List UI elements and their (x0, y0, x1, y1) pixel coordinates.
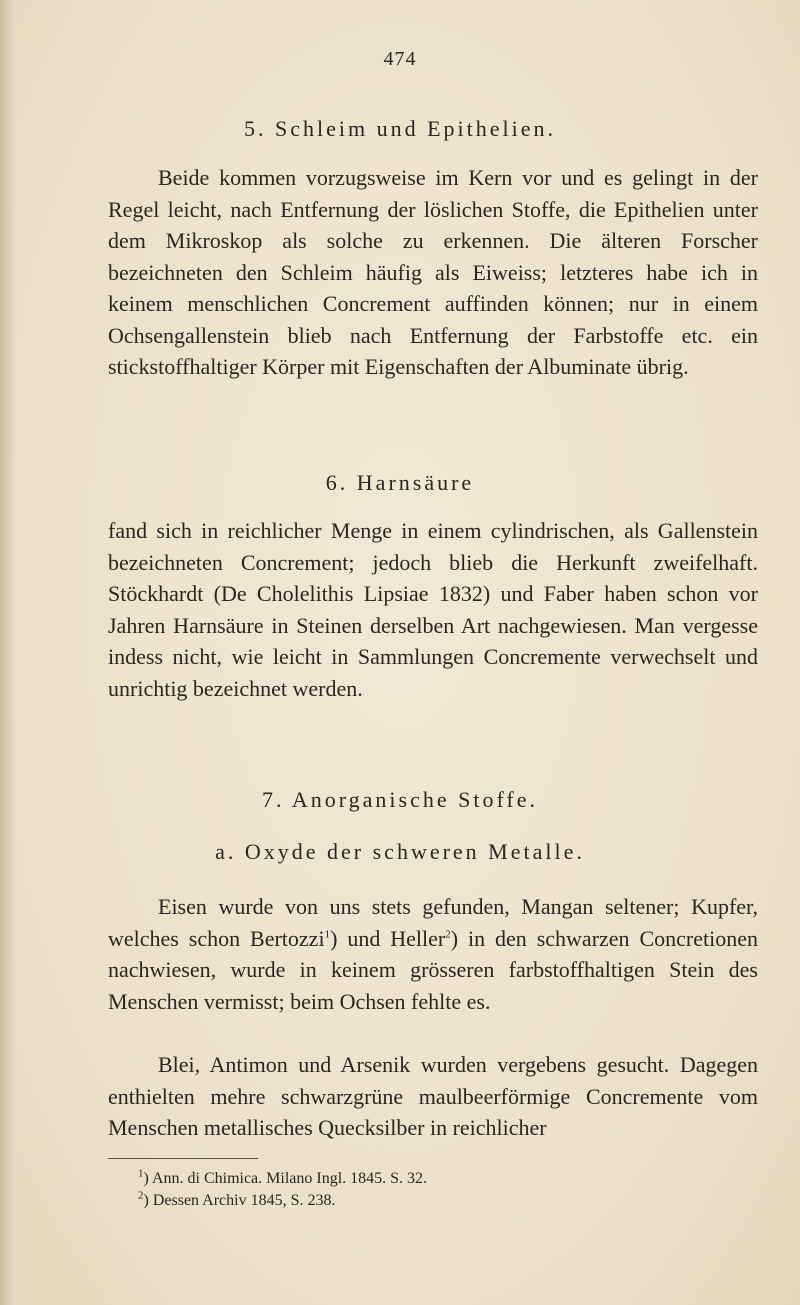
section-7-heading: 7. Anorganische Stoffe. (262, 787, 538, 812)
footnote-text: ) Ann. di Chimica. Milano Ingl. 1845. S. 32. (143, 1170, 428, 1187)
footnote-mark: 2 (138, 1189, 144, 1202)
section-6-heading: 6. Harnsäure (325, 470, 475, 495)
section-7a-paragraph-2: Blei, Antimon und Arsenik wurden vergebens gesucht. Dagegen enthielten mehre schwarzgrüne maulbeerförmige Concremente vom Menschen metallisches Quecksilber in reichlicher (108, 1052, 758, 1140)
footnote-ref-1: 1 (324, 928, 331, 941)
section-5-paragraph: Beide kommen vorzugsweise im Kern vor und es gelingt in der Regel leicht, nach Entfernung der löslichen Stoffe, die Epithelien unter dem Mikroskop als solche zu erkennen. Die älteren Forscher bezeichneten den Schleim häufig als Eiweiss; letzteres habe ich in keinem menschlichen Concrement auffinden können; nur in einem Ochsengallenstein blieb nach Entfernung der Farbstoffe etc. ein stickstoffhaltiger Körper mit Eigenschaften der Albuminate übrig. (108, 165, 758, 379)
footnote-ref-2: 2 (445, 928, 451, 941)
page-number: 474 (383, 48, 417, 70)
footnote-text: ) Dessen Archiv 1845, S. 238. (143, 1192, 336, 1209)
footnote-2 (138, 1190, 738, 1212)
section-7a-heading: a. Oxyde der schweren Metalle. (215, 839, 585, 864)
page-spine-shadow (0, 0, 18, 1305)
section-7a-paragraph-1 (108, 891, 758, 1017)
paragraph-text: Eisen wurde von uns stets gefunden, Mangan seltener; Kupfer, welches schon Bertozzi (108, 894, 758, 951)
footnote-mark: 1 (138, 1167, 144, 1180)
footnote-divider (108, 1158, 258, 1159)
section-6-paragraph: fand sich in reichlicher Menge in einem cylindrischen, als Gallenstein bezeichneten Concrement; jedoch blieb die Herkunft zweifelhaft. Stöckhardt (De Cholelithis Lipsiae 1832) und Faber haben schon vor Jahren Harnsäure in Steinen derselben Art nachgewiesen. Man vergesse indess nicht, wie leicht in Sammlungen Concremente verwechselt und unrichtig bezeichnet werden. (108, 518, 758, 701)
section-5-heading: 5. Schleim und Epithelien. (243, 116, 557, 141)
paragraph-text: ) und Heller (330, 925, 446, 951)
paragraph-text: ) in den schwarzen Concretionen nachwiesen, wurde in keinem grösseren farbstoffhaltigen Stein des Menschen vermisst; beim Ochsen fehlte es. (108, 925, 758, 1014)
footnote-1 (138, 1168, 738, 1190)
